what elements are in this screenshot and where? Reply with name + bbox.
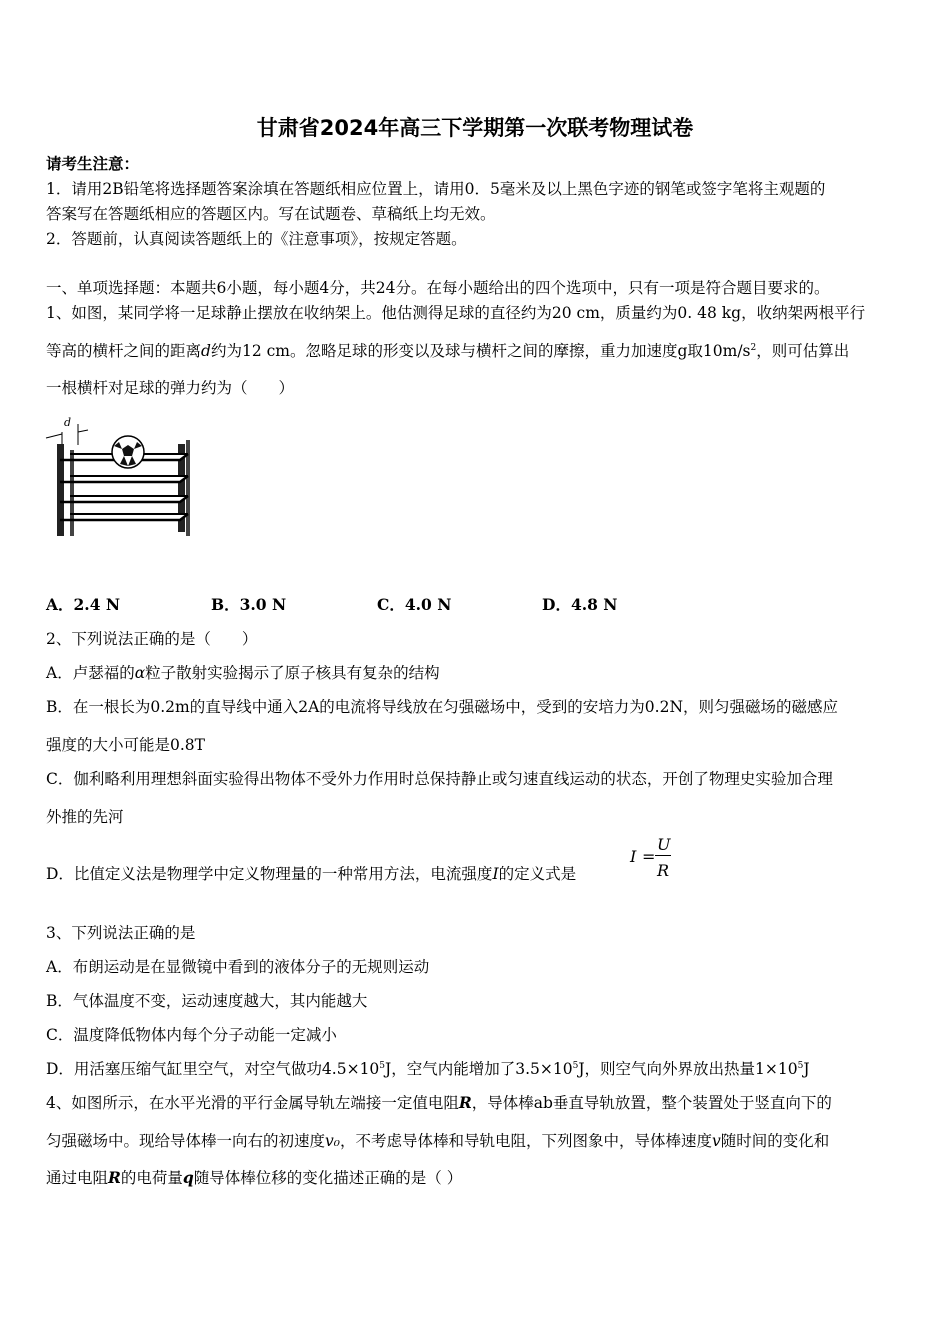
q4-line-3: 通过电阻R的电荷量q随导体棒位移的变化描述正确的是（ ） — [46, 1168, 463, 1187]
notice-heading: 请考生注意： — [46, 154, 140, 173]
q2-option-b-line2: 强度的大小可能是0.8T — [46, 736, 205, 754]
football-icon — [112, 436, 144, 468]
section-heading: 一、单项选择题：本题共6小题，每小题4分，共24分。在每小题给出的四个选项中，只有一项是符合题目要求的。 — [46, 279, 830, 297]
q2-option-a: A．卢瑟福的α粒子散射实验揭示了原子核具有复杂的结构 — [46, 664, 440, 682]
figure-label-d: d — [64, 416, 72, 429]
q3-option-b: B．气体温度不变，运动速度越大，其内能越大 — [46, 992, 368, 1010]
alpha-symbol: α — [134, 664, 146, 682]
q1-line-1: 1、如图，某同学将一足球静止摆放在收纳架上。他估测得足球的直径约为20 cm，质量约为0. 48 kg，收纳架两根平行 — [46, 304, 866, 322]
q3-option-d: D．用活塞压缩气缸里空气，对空气做功$4.5\times 10^5J$，空气内能增加了$3.5\times 10^5J$，则空气向外界放出热量$1\times 10^5J$ — [46, 1060, 810, 1078]
q3-option-a: A．布朗运动是在显微镜中看到的液体分子的无规则运动 — [46, 958, 430, 976]
var-d: d — [201, 342, 211, 360]
fraction-bar — [655, 855, 671, 856]
shoe-rack-figure — [40, 410, 200, 545]
page-title: 甘肃省2024年高三下学期第一次联考物理试卷 — [256, 116, 694, 140]
notice-line-2: 2．答题前，认真阅读答题纸上的《注意事项》，按规定答题。 — [46, 230, 467, 248]
q1-line-3: 一根横杆对足球的弹力约为（ ） — [46, 379, 295, 397]
q1-option-c: C．4.0 N — [377, 595, 452, 614]
q2-option-d: D．比值定义法是物理学中定义物理量的一种常用方法，电流强度I的定义式是 — [46, 865, 577, 883]
q3-option-c: C．温度降低物体内每个分子动能一定减小 — [46, 1026, 337, 1044]
q3-stem: 3、下列说法正确的是 — [46, 924, 196, 942]
q1-option-d: D．4.8 N — [542, 595, 618, 614]
q2-option-c-line2: 外推的先河 — [46, 808, 124, 826]
notice-line-1b: 答案写在答题纸相应的答题区内。写在试题卷、草稿纸上均无效。 — [46, 205, 496, 223]
q2-option-c-line1: C．伽利略利用理想斜面实验得出物体不受外力作用时总保持静止或匀速直线运动的状态，开创了物理史实验加合理 — [46, 770, 833, 788]
q4-line-2: 匀强磁场中。现给导体棒一向右的初速度v₀，不考虑导体棒和导轨电阻，下列图象中，导体棒速度v随时间的变化和 — [46, 1132, 830, 1150]
q2-stem: 2、下列说法正确的是（ ） — [46, 630, 258, 648]
q1-option-b: B．3.0 N — [211, 595, 287, 614]
q1-line-2: 等高的横杆之间的距离d约为12 cm。忽略足球的形变以及球与横杆之间的摩擦，重力加速度g取$10m/s^2$，则可估算出 — [46, 342, 850, 360]
notice-line-1a: 1．请用2B铅笔将选择题答案涂填在答题纸相应位置上，请用0．5毫米及以上黑色字迹的钢笔或签字笔将主观题的 — [46, 180, 826, 198]
q2-option-b-line1: B．在一根长为0.2m的直导线中通入2A的电流将导线放在匀强磁场中，受到的安培力为0.2N，则匀强磁场的磁感应 — [46, 698, 839, 716]
q1-option-a: A．2.4 N — [46, 595, 121, 614]
q4-line-1: 4、如图所示，在水平光滑的平行金属导轨左端接一定值电阻R，导体棒ab垂直导轨放置，整个装置处于竖直向下的 — [46, 1093, 832, 1112]
